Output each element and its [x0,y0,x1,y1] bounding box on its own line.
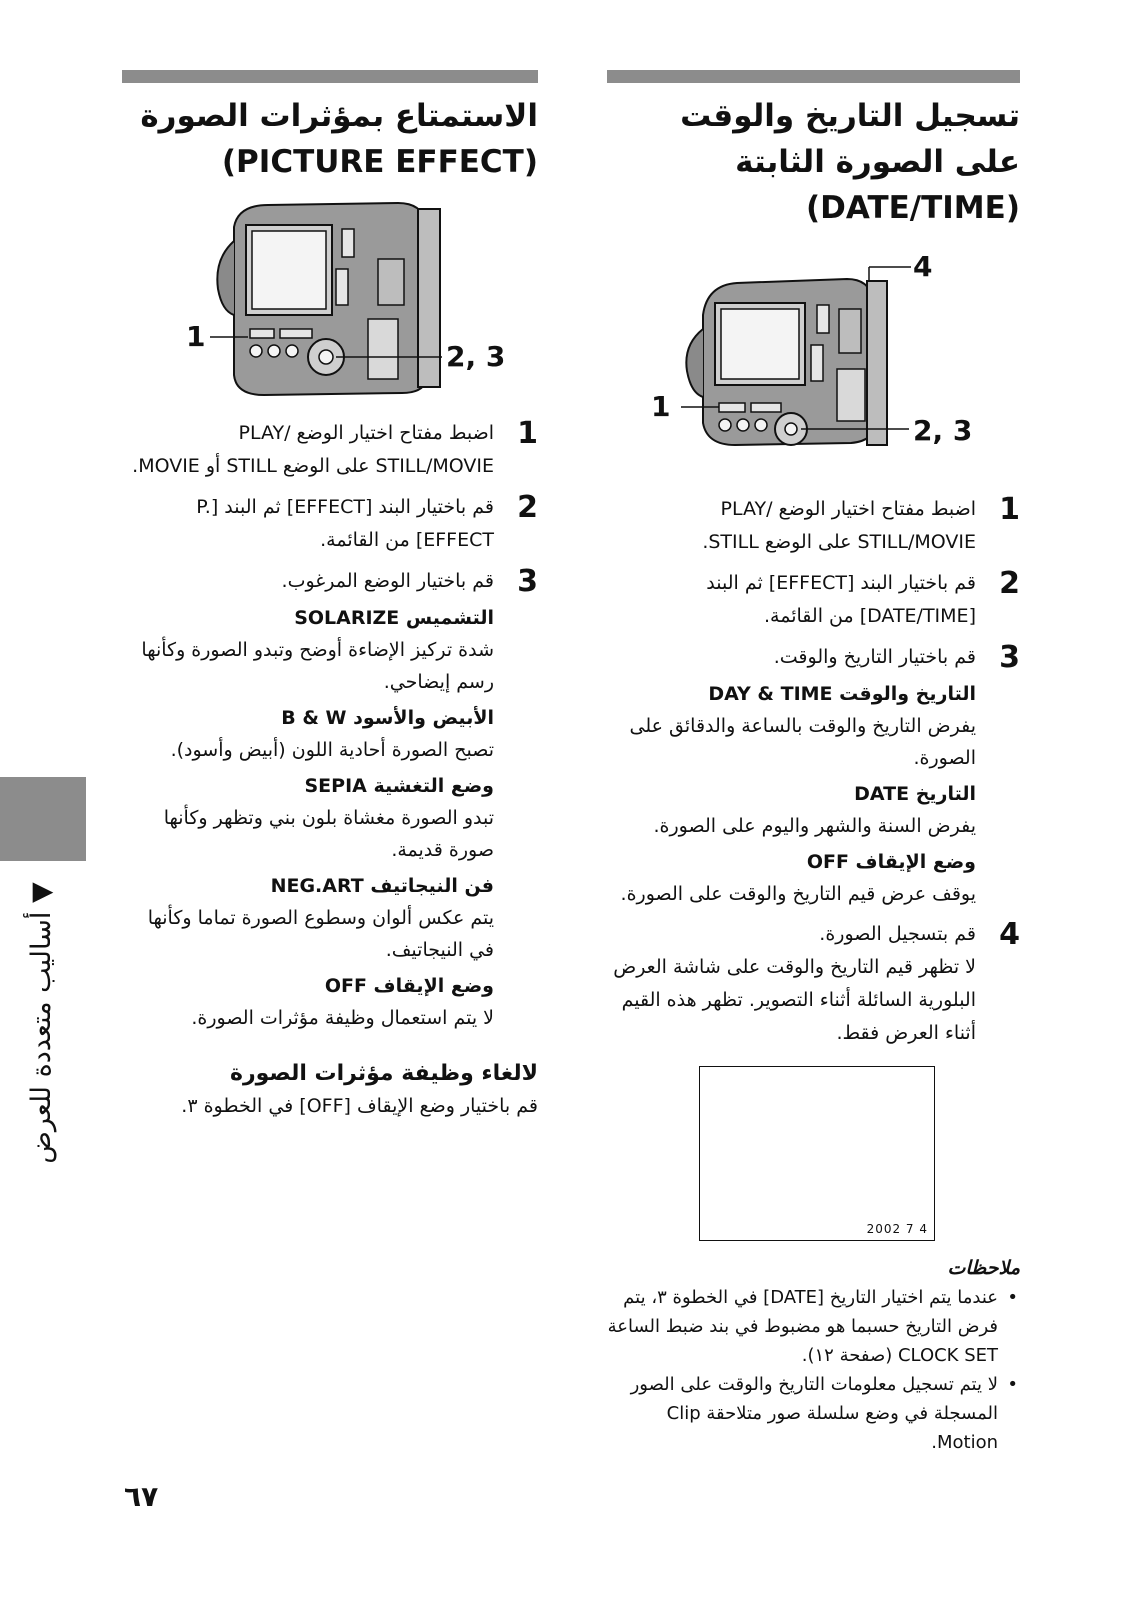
chapter-label: ▼ أساليب متعددة للعرض [26,882,57,1164]
step-number: 2 [517,490,538,525]
option-bw [122,702,538,766]
step-text: قم باختيار البند [EFFECT] ثم البند [DATE/TIME] من القائمة. [706,572,976,627]
note-item: • لا يتم تسجيل معلومات التاريخ والوقت على الصور المسجلة في وضع سلسلة صور متلاحقة Clip Motion. [607,1370,1020,1457]
option-solarize [122,602,538,698]
step-number: 4 [999,917,1020,952]
option-date [607,778,1020,842]
title-latin: (PICTURE EFFECT) [221,144,538,180]
option-title: التاريخ والوقت DAY & TIME [708,683,976,705]
step-text: قم باختيار الوضع المرغوب. [281,570,494,592]
section-top-bar [122,70,538,83]
step-1 [607,493,1020,559]
cancel-effect-heading: لالغاء وظيفة مؤثرات الصورة [229,1061,538,1086]
option-title: وضع التغشية SEPIA [304,775,494,797]
option-title: وضع الإيقاف OFF [324,975,494,997]
section-top-bar [607,70,1020,83]
option-title: وضع الإيقاف OFF [806,851,976,873]
title-line-1: تسجيل التاريخ والوقت [680,98,1020,134]
step-number: 2 [999,566,1020,601]
camera-drawing [607,245,1020,485]
title-line-1: الاستمتاع بمؤثرات الصورة [140,98,538,134]
callout-4: 4 [913,250,933,283]
callout-2-3: 2, 3 [913,414,973,447]
step-detail: لا تظهر قيم التاريخ والوقت على شاشة العرض البلورية السائلة أثناء التصوير. تظهر هذه القيم أثناء العرض فقط. [613,956,976,1044]
option-off [122,970,538,1034]
page-number: ٦٧ [124,1480,159,1513]
step-4 [607,918,1020,1050]
option-title: الأبيض والأسود B & W [281,707,494,729]
option-description: يفرض التاريخ والوقت بالساعة والدقائق على الصورة. [629,715,976,769]
option-title: فن النيجاتيف NEG.ART [270,875,494,897]
camera-illustration [607,245,1020,485]
step-number: 3 [999,640,1020,675]
step-2 [607,567,1020,633]
step-number: 3 [517,564,538,599]
section-title [607,93,1020,231]
cancel-effect-text: قم باختيار وضع الإيقاف [OFF] في الخطوة ٣. [181,1095,538,1117]
date-time-section [607,70,1020,1457]
note-item: • عندما يتم اختيار التاريخ [DATE] في الخطوة ٣، يتم فرض التاريخ حسبما هو مضبوط في بند ضبط الساعة CLOCK SET (صفحة ١٢). [607,1283,1020,1370]
option-description: تبدو الصورة مغشاة بلون بني وتظهر وكأنها صورة قديمة. [163,807,494,861]
option-title: التشميس SOLARIZE [294,607,494,629]
title-latin: (DATE/TIME) [805,190,1020,226]
option-off [607,846,1020,910]
step-text: قم بتسجيل الصورة. [819,923,976,945]
callout-1: 1 [651,390,671,423]
title-line-2: على الصورة الثابتة [735,144,1020,180]
option-description: يفرض السنة والشهر واليوم على الصورة. [653,815,976,837]
camera-illustration [122,199,538,409]
callout-1: 1 [186,320,206,353]
section-title [122,93,538,185]
step-2 [122,491,538,557]
step-number: 1 [999,492,1020,527]
chapter-tab [0,777,86,861]
callout-2-3: 2, 3 [446,340,506,373]
date-imprint-example [699,1066,935,1241]
step-text: اضبط مفتاح اختيار الوضع PLAY/ STILL/MOVIE على الوضع STILL. [702,498,976,553]
option-description: يتم عكس ألوان وسطوع الصورة تماما وكأنها في النيجاتيف. [147,907,494,961]
option-description: تصبح الصورة أحادية اللون (أبيض وأسود). [170,739,494,761]
step-3 [122,565,538,598]
step-number: 1 [517,416,538,451]
option-description: شدة تركيز الإضاءة أوضح وتبدو الصورة وكأنها رسم إيضاحي. [141,639,494,693]
option-description: لا يتم استعمال وظيفة مؤثرات الصورة. [191,1007,494,1029]
step-text: قم باختيار البند [EFFECT] ثم البند [P. EFFECT] من القائمة. [196,496,494,551]
notes-title: ملاحظات [947,1257,1020,1279]
camera-drawing [122,199,538,409]
picture-effect-section [122,70,538,1122]
step-3 [607,641,1020,674]
step-text: قم باختيار التاريخ والوقت. [773,646,976,668]
imprinted-date: 2002 7 4 [866,1222,928,1236]
step-1 [122,417,538,483]
option-neg-art [122,870,538,966]
option-description: يوقف عرض قيم التاريخ والوقت على الصورة. [620,883,976,905]
step-text: اضبط مفتاح اختيار الوضع PLAY/ STILL/MOVIE على الوضع STILL أو MOVIE. [132,422,494,477]
option-day-time [607,678,1020,774]
option-sepia [122,770,538,866]
option-title: التاريخ DATE [854,783,976,805]
